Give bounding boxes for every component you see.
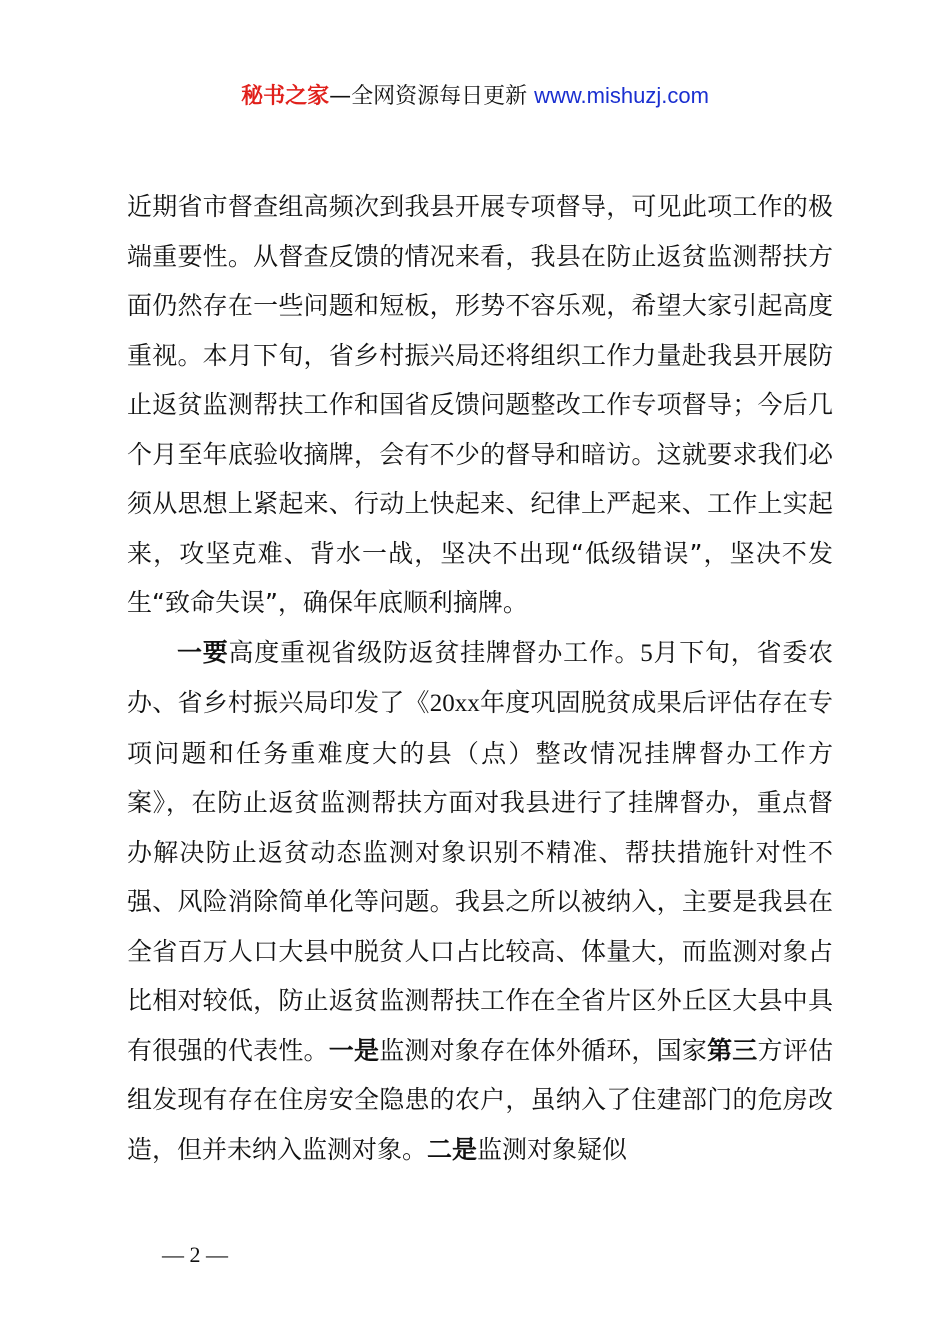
text-run-6: 监测对象疑似: [477, 1134, 628, 1164]
text-run-2: 月下旬，省委农办、省乡村振兴局印发了《: [127, 637, 833, 717]
paragraph-2: [127, 628, 833, 1175]
number-run-1: 5: [640, 639, 653, 667]
page-number: — 2 —: [162, 1242, 228, 1267]
text-run-4: 监测对象存在体外循环，国家: [379, 1035, 708, 1065]
bold-term-3: 二是: [427, 1134, 478, 1164]
number-run-2: 20xx: [429, 690, 480, 717]
site-header: [0, 80, 950, 113]
text-run-1: 高度重视省级防返贫挂牌督办工作。: [228, 637, 641, 667]
bold-term-2: 第三: [707, 1035, 758, 1065]
site-url[interactable]: www.mishuzj.com: [534, 83, 709, 108]
brand-name: 秘书之家: [241, 84, 330, 109]
document-body: [127, 182, 833, 1174]
text-run-3: 年度巩固脱贫成果后评估存在专项问题和任务重难度大的县（点）整改情况挂牌督办工作方案》，在防止返贫监测帮扶方面对我县进行了挂牌督办，重点督办解决防止返贫动态监测对象识别不精准、帮扶措施针对性不强、风险消除简单化等问题。我县之所以被纳入，主要是我县在全省百万人口大县中脱贫人口占比较高、体量大，而监测对象占比相对较低，防止返贫监测帮扶工作在全省片区外丘区大县中具有很强的代表性。: [127, 688, 833, 1065]
paragraph-1: 近期省市督查组高频次到我县开展专项督导，可见此项工作的极端重要性。从督查反馈的情况来看，我县在防止返贫监测帮扶方面仍然存在一些问题和短板，形势不容乐观，希望大家引起高度重视。本月下旬，省乡村振兴局还将组织工作力量赴我县开展防止返贫监测帮扶工作和国省反馈问题整改工作专项督导；今后几个月至年底验收摘牌，会有不少的督导和暗访。这就要求我们必须从思想上紧起来、行动上快起来、纪律上严起来、工作上实起来，攻坚克难、背水一战，坚决不出现“低级错误”，坚决不发生“致命失误”，确保年底顺利摘牌。: [127, 192, 833, 617]
text-run-5: 方评估组发现有存在住房安全隐患的农户，虽纳入了住建部门的危房改造，但并未纳入监测对象。: [127, 1035, 833, 1164]
header-tagline: —全网资源每日更新: [329, 84, 528, 109]
lead-term: 一要: [177, 637, 229, 667]
bold-term-1: 一是: [328, 1035, 380, 1065]
